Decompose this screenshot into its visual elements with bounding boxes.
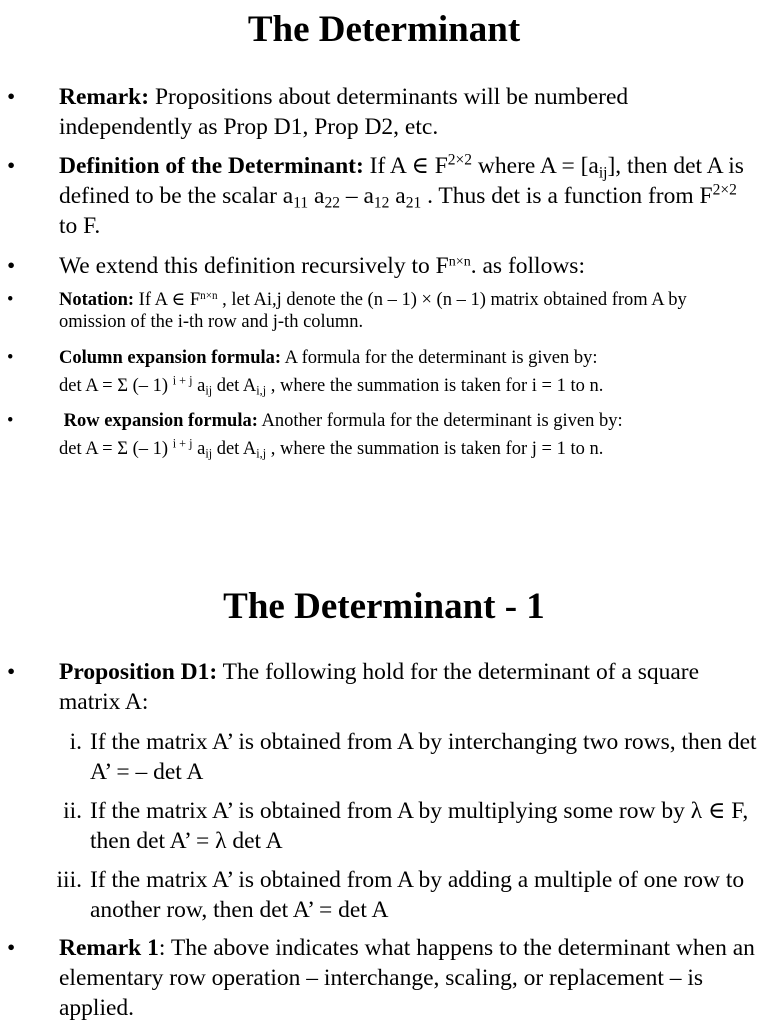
superscript: n×n — [200, 289, 218, 302]
bullet-marker: • — [7, 935, 16, 961]
slide-2 — [0, 580, 768, 1024]
bullet-marker: • — [7, 290, 14, 310]
notation-label: Notation: — [59, 290, 135, 310]
row-expansion-label: Row expansion formula: — [63, 411, 258, 431]
bullet-marker: • — [7, 659, 16, 685]
list-item-text: If the matrix A’ is obtained from A by interchanging two rows, then det A’ = – det A — [90, 729, 757, 785]
bullet-remark — [7, 82, 758, 142]
bullet-marker: • — [7, 348, 14, 368]
definition-text: – a — [339, 183, 374, 209]
list-item-number: ii. — [63, 798, 82, 824]
bullet-column-expansion — [7, 344, 758, 400]
list-item — [56, 865, 758, 925]
definition-text: where A = [a — [472, 153, 599, 179]
row-formula: , where the summation is taken for j = 1 to n. — [266, 439, 604, 459]
notation-text: If A ∈ F — [134, 290, 201, 310]
definition-text: ], then det A is defined to be the scalar a — [59, 153, 744, 209]
subscript: 12 — [373, 194, 390, 212]
list-item-text: If the matrix A’ is obtained from A by adding a multiple of one row to another row, then det A’ = det A — [90, 867, 745, 923]
definition-text: If A ∈ F — [369, 153, 448, 179]
column-expansion-text: A formula for the determinant is given by: — [281, 348, 598, 368]
remark-label: Remark: — [59, 84, 150, 110]
subscript: i,j — [256, 446, 267, 461]
bullet-marker: • — [7, 411, 14, 431]
superscript: i + j — [172, 373, 193, 388]
slide-2-title: The Determinant - 1 — [223, 586, 545, 627]
superscript: i + j — [172, 436, 193, 451]
column-formula: det A — [212, 376, 257, 396]
list-item-number: i. — [69, 729, 82, 755]
column-formula: a — [192, 376, 206, 396]
column-formula: det A = Σ (– 1) — [59, 376, 173, 396]
bullet-proposition-d1 — [7, 657, 758, 717]
definition-label: Definition of the Determinant: — [59, 153, 364, 179]
definition-text: . Thus det is a function from F — [421, 183, 713, 209]
bullet-marker: • — [7, 253, 16, 279]
bullet-definition — [7, 151, 758, 241]
subscript: 22 — [324, 194, 340, 212]
row-formula: a — [192, 439, 206, 459]
bullet-notation — [7, 289, 758, 333]
definition-text: a — [389, 183, 406, 209]
remark-1-label: Remark 1 — [59, 935, 159, 961]
superscript: 2×2 — [712, 181, 737, 199]
subscript: ij — [205, 446, 213, 461]
list-item — [69, 727, 758, 787]
column-expansion-label: Column expansion formula: — [59, 348, 282, 368]
subscript: 11 — [293, 194, 309, 212]
list-item-text: If the matrix A’ is obtained from A by multiplying some row by λ ∈ F, then det A’ = λ det A — [90, 798, 749, 854]
extend-text: . as follows: — [470, 253, 585, 279]
extend-text: We extend this definition recursively to F — [59, 253, 449, 279]
proposition-label: Proposition D1: — [59, 659, 218, 685]
remark-1-text: : The above indicates what happens to the determinant when an elementary row operation – interchange, scaling, or replacement – is applied. — [59, 935, 755, 1021]
subscript: ij — [205, 383, 213, 398]
proposition-text: The following hold for the determinant of a square matrix A: — [59, 659, 700, 715]
bullet-marker: • — [7, 153, 16, 179]
subscript: ij — [598, 164, 608, 182]
row-formula: det A = Σ (– 1) — [59, 439, 173, 459]
column-formula: , where the summation is taken for i = 1 to n. — [266, 376, 604, 396]
subscript: 21 — [405, 194, 422, 212]
remark-text: Propositions about determinants will be numbered independently as Prop D1, Prop D2, etc. — [59, 84, 629, 140]
slide-1-title: The Determinant — [247, 9, 521, 50]
list-item-number: iii. — [56, 867, 82, 893]
superscript: n×n — [448, 253, 471, 270]
bullet-row-expansion — [7, 407, 758, 463]
definition-text: to F. — [59, 213, 101, 239]
subscript: i,j — [256, 383, 267, 398]
row-formula: det A — [212, 439, 257, 459]
bullet-remark-1 — [7, 933, 758, 1023]
superscript: 2×2 — [447, 151, 473, 169]
bullet-marker: • — [7, 84, 16, 110]
list-item — [63, 796, 758, 856]
notation-text: , let Ai,j denote the (n – 1) × (n – 1) matrix obtained from A by omission of the i-th row and j-th column. — [59, 290, 687, 332]
definition-text: a — [308, 183, 325, 209]
bullet-extend — [7, 251, 758, 281]
row-expansion-text: Another formula for the determinant is given by: — [257, 411, 623, 431]
